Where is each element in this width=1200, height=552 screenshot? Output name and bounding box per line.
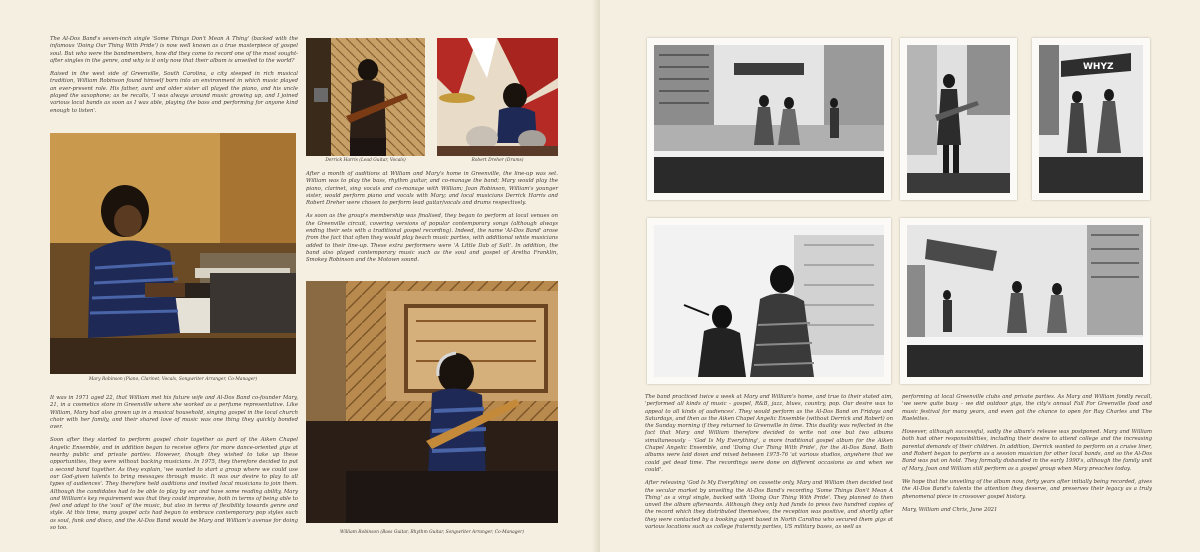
paragraph: However, although successful, sadly the album's release was postponed. Mary and William both had other responsibilities, including their desire to attend college and the increasing parental demands of their children. In addition, Derrick wanted to perform on a cruise liner, and Robert began to perform as a session musician for other local bands, and so the Al-Dos Band was put on hold. They formally disbanded in the early 1990's, although the family unit of Mary, Joan and William still perform as a gospel group when Mary preaches today. — [902, 429, 1152, 472]
stage-performance-photo-2 — [900, 38, 1017, 200]
paragraph: The band practiced twice a week at Mary and William's home, and true to their stated aim, 'performed all kinds of music - gospel, R&B, jazz, blues, country, pop. Our desire was to appeal to all kinds of audiences'. They would perform as the Al-Dos Band on Fridays and Saturdays, and then as the Aiken Chapel Angelic Ensemble (without Derrick and Robert) on the Sunday morning if they returned to Greenville in time. This duality was reflected in the fact that Mary and William therefore decided to write not one but two albums simultaneously – 'God Is My Everything', a more traditional gospel album for the Aiken Chapel Angelic Ensemble, and 'Doing Our Thing With Pride', for the Al-Dos Band. Both albums were laid down and mixed between 1975-76 'at various studios, anywhere that we could get dead time. The recordings were done on different occasions as and when we could'. — [645, 394, 893, 473]
legacy-text-block — [902, 394, 1152, 520]
stage-performance-photo-4 — [900, 218, 1150, 384]
paragraph: The Al-Dos Band's seven-inch single 'Some Things Don't Mean A Thing' (backed with the infamous 'Doing Our Thing With Pride') is now well known as a true masterpiece of gospel soul. But who were the bandmembers, how did they come to record one of the most sought-after singles in the genre, and why is it only now that their album is unveiled to the world? — [50, 36, 298, 64]
paragraph: We hope that the unveiling of the album now, forty years after initially being recorded, gives the Al-Dos Band's talents the attention they deserve, and preserves their legacy as a truly phenomenal piece in crossover gospel history. — [902, 478, 1152, 500]
lineup-text-block — [306, 171, 558, 271]
right-page — [600, 0, 1200, 552]
intro-text-block — [50, 36, 298, 121]
paragraph: performing at local Greenville clubs and private parties. As Mary and William fondly recall, 'we were quite busy – we did outdoor gigs, the city's annual Fall For Greenville food and music festival for many years, and even got the chance to open for Ray Charles and The Raelettes. — [902, 394, 1152, 422]
paragraph: After a month of auditions at William and Mary's home in Greenville, the line-up was set. William was to play the bass, rhythm guitar, and co-manage the band; Mary would play the piano, clarinet, sing vocals and co-manage with William; Joan Robinson, William's younger sister, would perform piano and vocals with Mary; and local musicians Derrick Harris and Robert Dreher were chosen to perform lead guitar/vocals and drums respectively. — [306, 171, 558, 207]
singers-closeup-photo — [647, 218, 891, 384]
history-text-block — [50, 395, 298, 538]
derrick-photo-caption: Derrick Harris (Lead Guitar, Vocals) — [325, 158, 406, 163]
mary-robinson-photo — [50, 133, 296, 374]
paragraph: Soon after they started to perform gospel choir together as part of the Aiken Chapel Angelic Ensemble, and in addition began to receive offers for more dance-oriented gigs at nearby public and private parties. However, though they wished to take up these opportunities, they were without backing musicians. In 1975, they therefore decided to put a second band together. As they explain, 'we wanted to start a group where we could use our God-given talents to bring messages through music. It was our desire to play to all types of audiences'. They therefore held auditions and invited local musicians to join them. Although the candidates had to be able to play by ear and have some reading ability, Mary and William's key requirement was that they could improvise, both in terms of being able to feel and adapt to the 'soul' of the music, but also in terms of flexibility towards genre and style. At this time, many gospel acts had begun to embrace contemporary pop styles such as soul, funk and disco, and the Al-Dos Band would be Mary and William's avenue for doing so too. — [50, 437, 298, 532]
robert-dreher-photo — [437, 38, 558, 156]
william-photo-caption: William Robinson (Bass Guitar, Rhythm Guitar, Songwriter Arranger, Co-Manager) — [340, 530, 524, 535]
paragraph: It was in 1971 aged 22, that William met his future wife and Al-Dos Band co-founder Mary, 21, in a cosmetics store in Greenville where she worked as a perfume representative. Like William, Mary had also grown up in a musical household, singing gospel in the local church choir with her family, and their shared love of music was one thing they quickly bonded over. — [50, 395, 298, 431]
recording-text-block — [645, 394, 893, 537]
paragraph: Raised in the west side of Greenville, South Carolina, a city steeped in rich musical tradition, William Robinson found himself born into an environment in which music played an ever-present role. His father, aunt and older sister all played the piano, and his uncle played the saxophone; as he recalls, 'I was always around music growing up, and I joined various local bands as soon as I was able, playing the bass and performing for anyone kind enough to listen'. — [50, 71, 298, 114]
paragraph: As soon as the group's membership was finalised, they began to perform at local venues on the Greenville circuit, covering versions of popular contemporary songs (although always ending their sets with a traditional gospel recording). Indeed, the name 'Al-Dos Band' arose from the fact that often they would play beach music parties, with additional white musicians added to their line-up. These extra performers were 'A Little Dab of Salt'. In addition, the band also played contemporary music such as the soul and gospel of Aretha Franklin, Smokey Robinson and the Motown sound. — [306, 213, 558, 264]
signature: Mary, William and Chris, June 2021 — [902, 506, 998, 513]
derrick-harris-photo — [306, 38, 425, 156]
stage-performance-photo-1 — [647, 38, 891, 200]
william-robinson-photo — [306, 281, 558, 523]
mary-photo-caption: Mary Robinson (Piano, Clarinet, Vocals, Songwriter Arranger, Co-Manager) — [88, 377, 258, 382]
stage-performance-photo-3 — [1032, 38, 1150, 200]
banner-text: WHYZ — [1083, 62, 1114, 72]
robert-photo-caption: Robert Dreher (Drums) — [471, 158, 524, 163]
left-page — [0, 0, 596, 552]
paragraph: After releasing 'God Is My Everything' on cassette only, Mary and William then decided test the secular market by unveiling the Al-Dos Band's recording 'Some Things Don't Mean A Thing' as a vinyl single, backed with 'Doing Our Thing With Pride'. They planned to then unveil the album afterwards. Although they only had funds to press two hundred copies of the record which they distributed themselves, the reception was positive, and shortly after they were contacted by a booking agent based in North Carolina who secured them gigs at various locations such as college fraternity parties, US military bases, as well as — [645, 480, 893, 531]
